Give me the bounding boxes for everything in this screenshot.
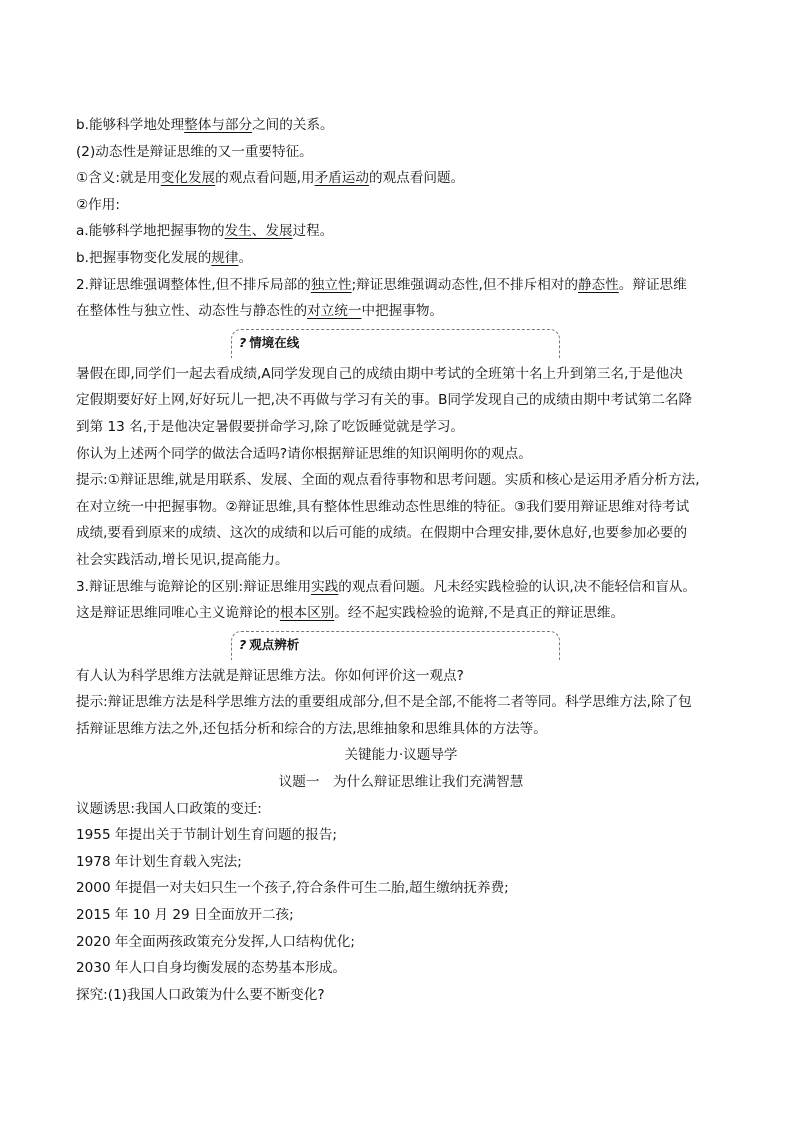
text-line	[76, 547, 726, 574]
text-segment: 提示:辩证思维方法是科学思维方法的重要组成部分,但不是全部,不能将二者等同。科学思维方法,除了包	[76, 694, 692, 711]
underlined-term: 整体与部分	[184, 117, 253, 133]
text-line	[76, 387, 726, 414]
text-segment: b.能够科学地处理	[76, 117, 185, 133]
text-segment: ;辩证思维强调动态性,但不排斥相对的	[351, 276, 578, 293]
underlined-term: 静态性	[577, 276, 619, 293]
text-segment: 暑假在即,同学们一起去看成绩,A同学发现自己的成绩由期中考试的全班第十名上升到第三名,于是他决	[76, 365, 683, 382]
text-line	[76, 716, 726, 743]
section-situation-discussion	[76, 361, 726, 627]
text-line	[76, 796, 726, 823]
text-segment: 探究:(1)我国人口政策为什么要不断变化?	[76, 986, 325, 1003]
underlined-term: 根本区别	[279, 605, 335, 622]
text-segment: 1955 年提出关于节制计划生育问题的报告;	[76, 827, 337, 844]
underlined-term: 变化发展	[160, 170, 216, 187]
callout-label: 观点辨析	[249, 636, 300, 652]
text-line	[76, 982, 726, 1009]
section-population-policy	[76, 796, 726, 1009]
text-line	[76, 494, 726, 521]
text-segment: a.能够科学地把握事物的	[76, 223, 225, 240]
text-segment: 3.辩证思维与诡辩论的区别:辩证思维用	[76, 578, 312, 595]
question-mark-icon: ?	[239, 334, 247, 350]
text-segment: 定假期要好好上网,好好玩儿一把,决不再做与学习有关的事。B同学发现自己的成绩由期中考试第二名降	[76, 392, 693, 409]
text-line	[76, 875, 726, 902]
text-segment: (2)动态性是辩证思维的又一重要特征。	[76, 143, 313, 160]
text-line	[76, 441, 726, 468]
text-segment: 。	[238, 249, 253, 266]
text-line	[76, 689, 726, 716]
text-line	[76, 955, 726, 982]
text-segment: 议题诱思:我国人口政策的变迁:	[76, 800, 262, 817]
text-line	[76, 414, 726, 441]
text-line	[76, 663, 726, 690]
callout-viewpoint-analysis	[231, 631, 560, 660]
callout-title	[239, 636, 299, 654]
callout-label: 情境在线	[249, 334, 300, 350]
underlined-term: 规律	[211, 249, 239, 266]
text-line	[76, 520, 726, 547]
text-segment: 在整体性与独立性、动态性与静态性的	[76, 303, 308, 320]
text-segment: 2.辩证思维强调整体性,但不排斥局部的	[76, 276, 311, 293]
text-segment: 在对立统一中把握事物。②辩证思维,具有整体性思维动态性思维的特征。③我们要用辩证思维对待考试	[76, 498, 690, 515]
text-line	[76, 902, 726, 929]
text-line	[76, 600, 726, 627]
text-segment: 你认为上述两个同学的做法合适吗?请你根据辩证思维的知识阐明你的观点。	[76, 445, 532, 462]
text-segment: 。经不起实践检验的诡辩,不是真正的辩证思维。	[334, 605, 625, 622]
underlined-term: 发生、发展	[224, 223, 293, 240]
text-segment: ②作用:	[76, 196, 120, 213]
text-segment: 成绩,要看到原来的成绩、这次的成绩和以后可能的成绩。在假期中合理安排,要休息好,也要参加必要的	[76, 525, 688, 542]
underlined-term: 实践	[311, 578, 339, 595]
document-content	[76, 112, 726, 1008]
text-line	[76, 112, 726, 139]
text-segment: 到第 13 名,于是他决定暑假要拼命学习,除了吃饭睡觉就是学习。	[76, 418, 465, 435]
callout-title	[239, 334, 299, 352]
text-segment: 过程。	[292, 223, 334, 240]
text-segment: b.把握事物变化发展的	[76, 249, 212, 266]
topic-heading: 议题一 为什么辩证思维让我们充满智慧	[278, 774, 524, 791]
text-line	[76, 467, 726, 494]
text-segment: 的观点看问题,用	[215, 170, 315, 187]
text-segment: 社会实践活动,增长见识,提高能力。	[76, 551, 289, 568]
section-heading: 关键能力·议题导学	[344, 747, 458, 764]
underlined-term: 对立统一	[307, 303, 362, 320]
text-line	[76, 139, 726, 166]
text-segment: ①含义:就是用	[76, 170, 161, 187]
text-line	[76, 574, 726, 601]
text-segment: 这是辩证思维同唯心主义诡辩论的	[76, 605, 280, 622]
text-line	[76, 849, 726, 876]
text-segment: 2030 年人口自身均衡发展的态势基本形成。	[76, 960, 347, 977]
text-segment: 提示:①辩证思维,就是用联系、发展、全面的观点看待事物和思考问题。实质和核心是运用矛盾分析方法,	[76, 472, 700, 489]
text-segment: 的观点看问题。	[368, 170, 465, 187]
text-line	[76, 245, 726, 272]
text-line	[76, 822, 726, 849]
text-line	[76, 192, 726, 219]
section-thinking-features	[76, 112, 726, 325]
text-segment: 中把握事物。	[361, 303, 444, 320]
underlined-term: 矛盾运动	[314, 170, 369, 187]
text-line	[76, 272, 726, 299]
text-segment: 括辩证思维方法之外,还包括分析和综合的方法,思维抽象和思维具体的方法等。	[76, 720, 547, 737]
text-line	[76, 361, 726, 388]
text-segment: 。辩证思维	[618, 276, 687, 293]
text-line	[76, 929, 726, 956]
text-line	[76, 298, 726, 325]
question-mark-icon: ?	[239, 636, 247, 652]
text-segment: 的观点看问题。凡未经实践检验的认识,决不能轻信和盲从。	[338, 578, 697, 595]
text-segment: 1978 年计划生育载入宪法;	[76, 853, 242, 870]
text-line	[76, 218, 726, 245]
text-segment: 2000 年提倡一对夫妇只生一个孩子,符合条件可生二胎,超生缴纳抚养费;	[76, 880, 509, 897]
underlined-term: 独立性	[310, 276, 352, 293]
text-segment: 2015 年 10 月 29 日全面放开二孩;	[76, 907, 294, 924]
text-segment: 有人认为科学思维方法就是辩证思维方法。你如何评价这一观点?	[76, 667, 464, 684]
text-segment: 2020 年全面两孩政策充分发挥,人口结构优化;	[76, 933, 355, 950]
text-line	[76, 165, 726, 192]
callout-situation-online	[231, 329, 560, 358]
text-segment: 之间的关系。	[252, 117, 334, 133]
section-viewpoint-discussion	[76, 663, 726, 743]
